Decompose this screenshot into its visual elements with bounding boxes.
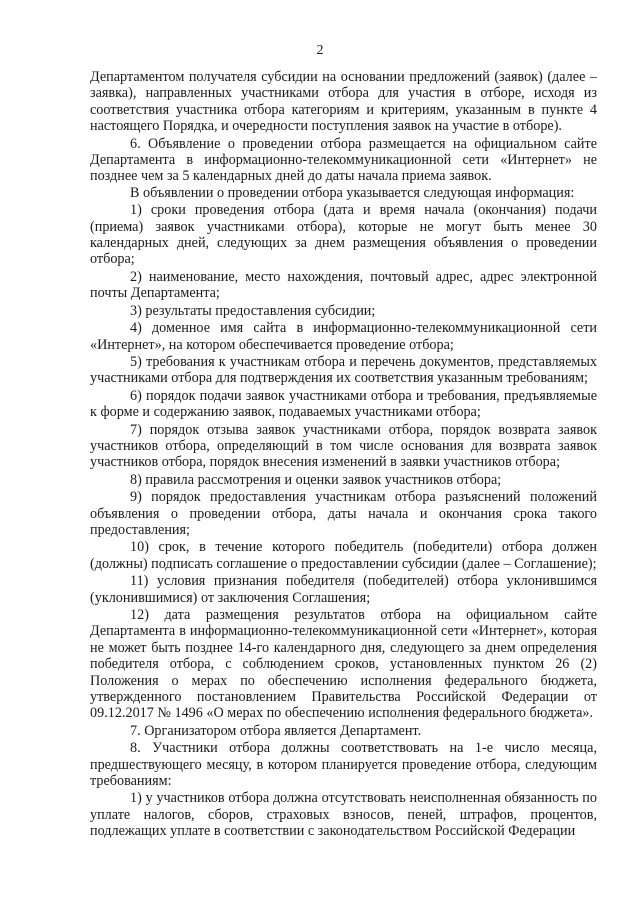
- list-item-2: 2) наименование, место нахождения, почтовый адрес, адрес электронной почты Департамента;: [90, 268, 597, 302]
- list-item-5: 5) требования к участникам отбора и перечень документов, представляемых участниками отбора для подтверждения их соответствия указанным требованиям;: [90, 353, 597, 387]
- paragraph-7-organizer: 7. Организатором отбора является Департамент.: [130, 722, 422, 739]
- paragraph-continuation: Департаментом получателя субсидии на основании предложений (заявок) (далее – заявка), направленных участниками отбора для участия в отборе, исходя из соответствия участника отбора категориям и критериям, указанным в пункте 4 настоящего Порядка, и очередности поступления заявок на участие в отборе).: [90, 69, 597, 135]
- list-item-12: 12) дата размещения результатов отбора на официальном сайте Департамента в информационно-телекоммуникационной сети «Интернет», которая не может быть позднее 14-го календарного дня, следующего за днем определения победителя отбора, с соблюдением сроков, установленных пунктом 26 (2) Положения о мерах по обеспечению исполнения федерального бюджета, утвержденного постановлением Правительства Российской Федерации от 09.12.2017 № 1496 «О мерах по обеспечению исполнения федерального бюджета».: [90, 607, 597, 722]
- paragraph-6-announcement: 6. Объявление о проведении отбора размещается на официальном сайте Департамента в информационно-телекоммуникационной сети «Интернет» не позднее чем за 5 календарных дней до даты начала приема заявок.: [90, 135, 597, 185]
- list-item-1: 1) сроки проведения отбора (дата и время начала (окончания) подачи (приема) заявок участниками отбора), которые не могут быть менее 30 календарных дней, следующих за днем размещения объявления о проведении отбора;: [90, 202, 597, 268]
- list-item-9: 9) порядок предоставления участникам отбора разъяснений положений объявления о проведении отбора, даты начала и окончания срока такого предоставления;: [90, 489, 597, 538]
- page-number: 2: [316, 43, 324, 58]
- list-item-6: 6) порядок подачи заявок участниками отбора и требования, предъявляемые к форме и содержанию заявок, подаваемых участниками отбора;: [90, 387, 597, 421]
- paragraph-announcement-contents: В объявлении о проведении отбора указывается следующая информация:: [130, 184, 575, 201]
- requirement-item-1: 1) у участников отбора должна отсутствовать неисполненная обязанность по уплате налогов, сборов, страховых взносов, пеней, штрафов, процентов, подлежащих уплате в соответствии с законодательством Российской Федерации: [90, 790, 597, 840]
- list-item-11: 11) условия признания победителя (победителей) отбора уклонившимся (уклонившимися) от заключения Соглашения;: [90, 573, 597, 606]
- list-item-8: 8) правила рассмотрения и оценки заявок участников отбора;: [130, 471, 502, 488]
- document-body: [90, 69, 597, 840]
- list-item-7: 7) порядок отзыва заявок участниками отбора, порядок возврата заявок участников отбора, определяющий в том числе основания для возврата заявок участников отбора, порядок внесения изменений в заявки участников отбора;: [90, 421, 597, 471]
- list-item-4: 4) доменное имя сайта в информационно-телекоммуникационной сети «Интернет», на котором обеспечивается проведение отбора;: [90, 320, 597, 353]
- list-item-3: 3) результаты предоставления субсидии;: [130, 302, 376, 319]
- list-item-10: 10) срок, в течение которого победитель (победители) отбора должен (должны) подписать соглашение о предоставлении субсидии (далее – Соглашение);: [90, 539, 597, 572]
- paragraph-8-requirements: 8. Участники отбора должны соответствовать на 1-е число месяца, предшествующего месяцу, в котором планируется проведение отбора, следующим требованиям:: [90, 740, 597, 790]
